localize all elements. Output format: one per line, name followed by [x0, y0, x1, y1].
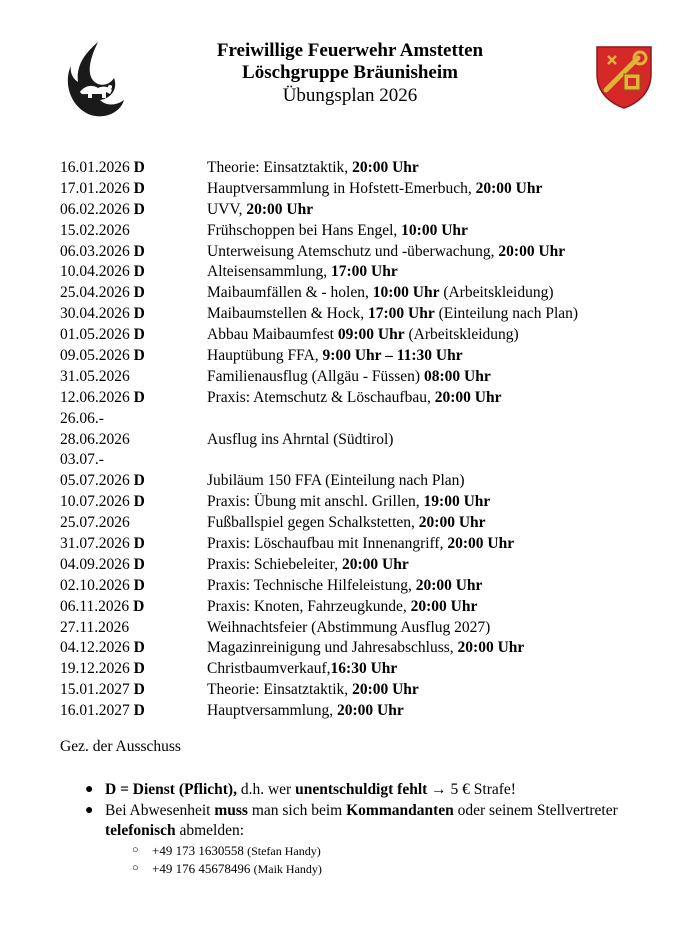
schedule-date: [60, 179, 145, 200]
duty-flag: D: [133, 472, 145, 490]
emphasis-text: 20:00 Uhr: [352, 681, 419, 699]
text-segment: Alteisensammlung,: [207, 263, 331, 281]
date-text: 31.05.2026: [60, 367, 130, 385]
schedule-row: [60, 388, 680, 409]
schedule-date: [60, 430, 130, 451]
schedule-date: [60, 388, 145, 409]
bullet-icon: ●: [85, 802, 94, 818]
emphasis-text: 08:00 Uhr: [423, 367, 491, 385]
emphasis-text: 20:00 Uhr: [352, 159, 419, 176]
notes-list: [82, 780, 662, 878]
schedule-row: [60, 283, 680, 304]
schedule-row: [60, 304, 680, 325]
schedule-date: [60, 409, 104, 430]
date-text: 04.12.2026: [60, 639, 130, 657]
date-text: 25.04.2026: [60, 284, 130, 302]
text-segment: Hauptübung FFA,: [207, 347, 323, 365]
emphasis-text: 20:00 Uhr: [475, 179, 543, 197]
text-segment: Ausflug ins Ahrntal (Südtirol): [207, 430, 394, 448]
schedule-date: [60, 534, 145, 555]
emphasis-text: 9:00 Uhr – 11:30 Uhr: [322, 347, 463, 365]
text-segment: Bei Abwesenheit: [105, 801, 215, 819]
emphasis-text: 20:00 Uhr: [337, 702, 404, 720]
text-segment: Hauptversammlung in Hofstett-Emerbuch,: [207, 179, 476, 197]
header-plan-title: Übungsplan 2026: [282, 85, 418, 106]
text-segment: (Einteilung nach Plan): [434, 305, 579, 323]
schedule-date: [60, 325, 145, 346]
schedule-description: [207, 513, 486, 534]
contact-item: [82, 842, 662, 860]
duty-flag: D: [133, 597, 145, 615]
signoff: Gez. der Ausschuss: [60, 738, 181, 755]
schedule-row: [60, 409, 680, 430]
duty-flag: D: [133, 305, 145, 323]
emphasis-text: telefonisch: [105, 822, 176, 839]
text-segment: (Arbeitskleidung): [404, 326, 519, 344]
date-text: 02.10.2026: [60, 576, 130, 594]
text-segment: Weihnachtsfeier (Abstimmung Ausflug 2027): [207, 618, 491, 636]
emphasis-text: 16:30 Uhr: [330, 660, 398, 678]
duty-flag: D: [133, 639, 145, 657]
date-text: 10.07.2026: [60, 493, 130, 511]
date-text: 10.04.2026: [60, 263, 130, 281]
emphasis-text: 20:00 Uhr: [457, 639, 525, 657]
bullet-icon: ●: [85, 782, 94, 797]
text-segment: Theorie: Einsatztaktik,: [207, 681, 353, 699]
schedule-date: [60, 492, 145, 513]
duty-flag: D: [133, 660, 145, 678]
date-text: 16.01.2026: [60, 159, 130, 176]
schedule-row: [60, 492, 680, 513]
schedule-date: [60, 283, 145, 304]
text-segment: Theorie: Einsatztaktik,: [207, 159, 353, 176]
schedule-description: [207, 242, 565, 263]
duty-flag: D: [133, 200, 145, 218]
date-text: 05.07.2026: [60, 472, 130, 490]
text-segment: Praxis: Übung mit anschl. Grillen,: [207, 493, 424, 511]
coat-of-arms-icon: [594, 44, 654, 110]
schedule-date: [60, 701, 145, 722]
schedule-date: [60, 513, 130, 534]
duty-flag: D: [133, 388, 145, 406]
schedule-row: [60, 325, 680, 346]
note-item: [82, 801, 662, 842]
duty-flag: D: [133, 681, 145, 699]
schedule-description: [207, 534, 514, 555]
date-text: 30.04.2026: [60, 305, 130, 323]
schedule-description: [207, 680, 419, 701]
schedule-row: [60, 430, 680, 451]
schedule-date: [60, 618, 129, 639]
schedule-date: [60, 576, 145, 597]
schedule-description: [207, 221, 468, 242]
circle-bullet-icon: ○: [132, 861, 139, 874]
text-segment: UVV,: [207, 200, 247, 218]
emphasis-text: unentschuldigt fehlt: [295, 781, 428, 798]
date-text: 28.06.2026: [60, 430, 130, 448]
text-segment: oder seinem Stellvertreter: [453, 801, 618, 819]
text-segment: (Arbeitskleidung): [439, 284, 554, 302]
schedule-description: [207, 638, 524, 659]
schedule-date: [60, 221, 130, 242]
emphasis-text: 17:00 Uhr: [368, 305, 435, 323]
emphasis-text: 20:00 Uhr: [341, 555, 409, 573]
schedule-date: [60, 597, 144, 618]
date-text: 06.11.2026: [60, 597, 130, 615]
schedule-date: [60, 680, 145, 701]
emphasis-text: 20:00 Uhr: [498, 242, 566, 260]
text-segment: man sich beim: [247, 801, 347, 819]
duty-flag: D: [133, 242, 145, 260]
schedule-description: [207, 659, 397, 680]
emphasis-text: 20:00 Uhr: [415, 576, 483, 594]
emphasis-text: 20:00 Uhr: [447, 535, 515, 553]
text-segment: abmelden:: [175, 822, 245, 839]
text-segment: Fußballspiel gegen Schalkstetten,: [207, 514, 419, 532]
schedule-row: [60, 576, 680, 597]
date-text: 06.02.2026: [60, 200, 130, 218]
text-segment: Magazinreinigung und Jahresabschluss,: [207, 639, 458, 657]
schedule-description: [207, 283, 554, 304]
schedule-row: [60, 179, 680, 200]
contact-phone: +49 173 1630558: [152, 842, 244, 858]
schedule-row: [60, 597, 680, 618]
schedule-description: [207, 367, 491, 388]
date-text: 16.01.2027: [60, 702, 130, 720]
duty-flag: D: [133, 535, 145, 553]
text-segment: Abbau Maibaumfest: [207, 326, 338, 344]
emphasis-text: 17:00 Uhr: [331, 263, 398, 281]
header-title: Freiwillige Feuerwehr Amstetten: [216, 40, 484, 61]
date-text: 06.03.2026: [60, 242, 130, 260]
text-segment: Frühschoppen bei Hans Engel,: [207, 221, 402, 239]
duty-flag: D: [133, 576, 145, 594]
emphasis-text: 19:00 Uhr: [423, 493, 491, 511]
text-segment: Hauptversammlung,: [207, 702, 338, 720]
text-segment: → 5 € Strafe!: [427, 781, 516, 798]
schedule-row: [60, 242, 680, 263]
date-text: 12.06.2026: [60, 388, 130, 406]
schedule-row: [60, 618, 680, 639]
schedule-date: [60, 367, 130, 388]
text-segment: Maibaumfällen & - holen,: [207, 284, 373, 302]
schedule-description: [207, 158, 419, 179]
contact-name: (Stefan Handy): [247, 843, 321, 858]
schedule-row: [60, 638, 680, 659]
circle-bullet-icon: ○: [132, 843, 139, 856]
schedule-row: [60, 367, 680, 388]
schedule-row: [60, 680, 680, 701]
schedule-row: [60, 346, 680, 367]
schedule-row: [60, 555, 680, 576]
schedule-description: [207, 304, 578, 325]
schedule-row: [60, 158, 680, 179]
duty-flag: D: [133, 493, 145, 511]
schedule-row: [60, 534, 680, 555]
schedule-description: [207, 388, 501, 409]
text-segment: Praxis: Schiebeleiter,: [207, 555, 342, 573]
date-text: 19.12.2026: [60, 660, 130, 678]
schedule-list: [60, 158, 680, 722]
duty-flag: D: [133, 263, 145, 281]
text-segment: d.h. wer: [236, 781, 296, 798]
schedule-description: [207, 325, 519, 346]
emphasis-text: 10:00 Uhr: [372, 284, 440, 302]
date-text: 01.05.2026: [60, 326, 130, 344]
text-segment: Jubiläum 150 FFA (Einteilung nach Plan): [207, 472, 465, 490]
schedule-date: [60, 638, 145, 659]
schedule-row: [60, 221, 680, 242]
header-subtitle: Löschgruppe Bräunisheim: [242, 62, 458, 83]
schedule-row: [60, 659, 680, 680]
emphasis-text: 20:00 Uhr: [410, 597, 478, 615]
schedule-date: [60, 158, 145, 179]
date-text: 15.02.2026: [60, 221, 130, 239]
schedule-description: [207, 430, 393, 451]
schedule-date: [60, 200, 145, 221]
text-segment: Christbaumverkauf,: [207, 660, 331, 678]
schedule-description: [207, 597, 477, 618]
schedule-date: [60, 242, 145, 263]
date-text: 26.06.-: [60, 409, 104, 427]
schedule-date: [60, 555, 145, 576]
schedule-row: [60, 471, 680, 492]
date-text: 17.01.2026: [60, 179, 130, 197]
text-segment: Praxis: Technische Hilfeleistung,: [207, 576, 416, 594]
schedule-description: [207, 471, 465, 492]
contact-name: (Maik Handy): [253, 861, 322, 876]
text-segment: Praxis: Knoten, Fahrzeugkunde,: [207, 597, 411, 615]
duty-flag: D: [133, 347, 145, 365]
schedule-description: [207, 346, 463, 367]
duty-flag: D: [133, 159, 145, 176]
schedule-date: [60, 471, 145, 492]
emphasis-text: 20:00 Uhr: [418, 514, 486, 532]
text-segment: Praxis: Löschaufbau mit Innenangriff,: [207, 535, 448, 553]
schedule-row: [60, 513, 680, 534]
note-item: [82, 780, 662, 801]
schedule-description: [207, 179, 542, 200]
emphasis-text: D = Dienst (Pflicht),: [105, 781, 237, 798]
schedule-description: [207, 492, 490, 513]
schedule-description: [207, 576, 482, 597]
duty-flag: D: [133, 179, 145, 197]
schedule-row: [60, 200, 680, 221]
date-text: 25.07.2026: [60, 514, 130, 532]
date-text: 09.05.2026: [60, 347, 130, 365]
date-text: 04.09.2026: [60, 555, 130, 573]
schedule-description: [207, 701, 404, 722]
emphasis-text: Kommandanten: [346, 801, 454, 819]
text-segment: Praxis: Atemschutz & Löschaufbau,: [207, 388, 435, 406]
schedule-date: [60, 304, 145, 325]
duty-flag: D: [133, 555, 145, 573]
contact-item: [82, 860, 662, 878]
schedule-date: [60, 346, 145, 367]
schedule-description: [207, 618, 490, 639]
contact-phone: +49 176 45678496: [152, 860, 251, 876]
date-text: 27.11.2026: [60, 618, 130, 636]
schedule-date: [60, 262, 145, 283]
duty-flag: D: [133, 284, 145, 302]
emphasis-text: 10:00 Uhr: [401, 221, 468, 239]
date-text: 15.01.2027: [60, 681, 130, 699]
schedule-description: [207, 200, 313, 221]
text-segment: Familienausflug (Allgäu - Füssen): [207, 367, 424, 385]
schedule-row: [60, 450, 680, 471]
schedule-date: [60, 659, 145, 680]
schedule-description: [207, 262, 398, 283]
emphasis-text: 09:00 Uhr: [337, 326, 405, 344]
duty-flag: D: [133, 326, 145, 344]
duty-flag: D: [133, 702, 145, 720]
text-segment: Maibaumstellen & Hock,: [207, 305, 368, 323]
schedule-date: [60, 450, 104, 471]
emphasis-text: muss: [214, 801, 248, 819]
emphasis-text: 20:00 Uhr: [246, 200, 314, 218]
emphasis-text: 20:00 Uhr: [434, 388, 502, 406]
schedule-row: [60, 701, 680, 722]
text-segment: Unterweisung Atemschutz und -überwachung,: [207, 242, 499, 260]
schedule-row: [60, 262, 680, 283]
schedule-description: [207, 555, 409, 576]
date-text: 03.07.-: [60, 451, 104, 469]
date-text: 31.07.2026: [60, 535, 130, 553]
